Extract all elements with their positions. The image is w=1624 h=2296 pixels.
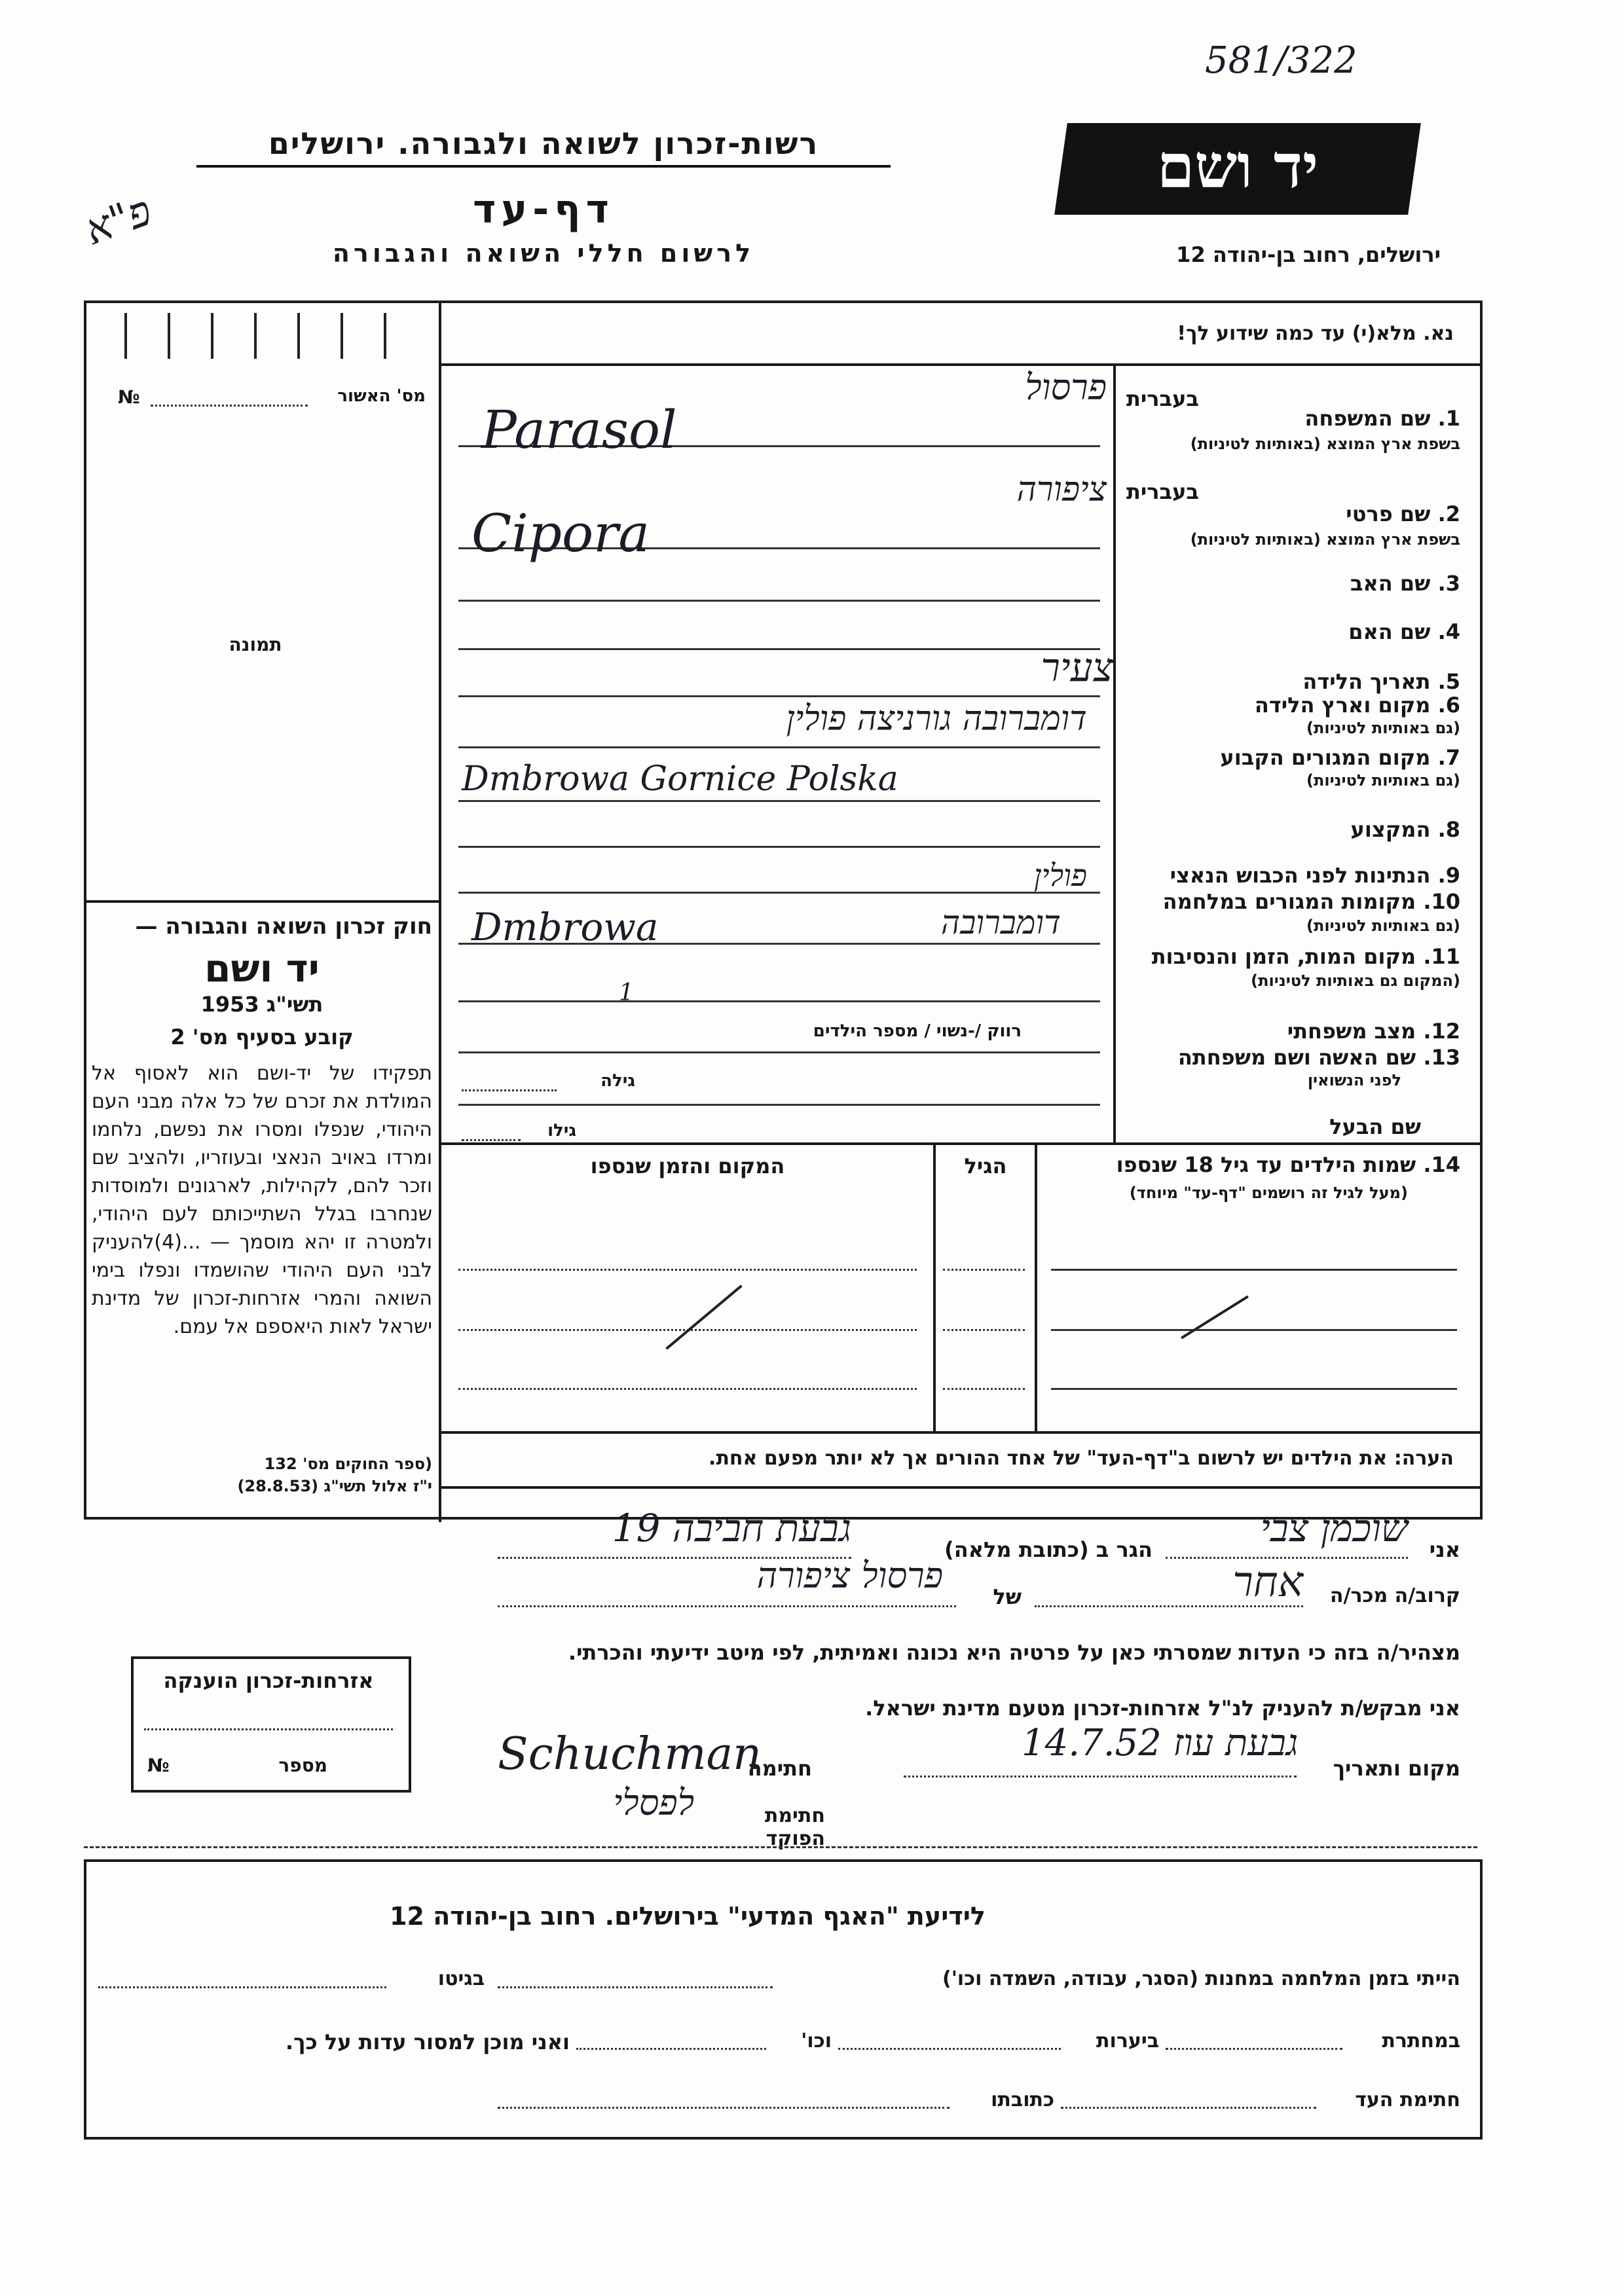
wife-age-field[interactable]	[462, 1089, 557, 1091]
also-latin-10: (גם באותיות לטיניות)	[1306, 917, 1460, 935]
relation-line[interactable]	[1035, 1605, 1303, 1607]
officer-label: חתימת הפוקד	[764, 1804, 825, 1850]
citizenship-line[interactable]	[144, 1728, 393, 1730]
field-label-residence: 7. מקום המגורים הקבוע	[1220, 745, 1460, 770]
wartime-country-entry: פולין	[1033, 858, 1087, 893]
wife-field-line[interactable]	[458, 1104, 1100, 1106]
father-field-line[interactable]	[458, 600, 1100, 602]
latin-note-1: בשפת ארץ המוצא (באותיות לטיניות)	[1190, 435, 1460, 453]
forests-field[interactable]	[838, 2048, 1061, 2050]
wartime-hebrew-entry: דומברובה	[940, 903, 1061, 941]
death-field-line[interactable]	[458, 1000, 1100, 1002]
org-line: רשות-זכרון לשואה ולגבורה. ירושלים	[268, 126, 819, 161]
signature-label: חתימה	[747, 1756, 812, 1781]
form-title: דף-עד	[473, 187, 614, 232]
form-subtitle: לרשום חללי השואה והגבורה	[332, 239, 755, 268]
etc-field[interactable]	[576, 2048, 766, 2050]
children-sub: (מעל לגיל זה רושמים "דף-עד" מיוחד)	[1129, 1184, 1408, 1202]
ghetto-field[interactable]	[98, 1986, 386, 1988]
declaration-request: אני מבקש/ת להעניק לנ"ל אזרחות-זכרון מטעם מדינת ישראל.	[865, 1696, 1460, 1721]
law-source-2: י"ז אלול תשי"ג (28.8.53)	[237, 1477, 432, 1495]
husband-age-field[interactable]	[462, 1139, 521, 1141]
header-rule	[196, 165, 891, 168]
bottom-line2-c: וכו'	[801, 2030, 832, 2052]
declaration-statement: מצהיר/ה בזה כי העדות שמסרתי כאן על פרטיה היא נכונה ואמיתית, לפי מיטב ידיעתי והכרתי.	[568, 1640, 1460, 1665]
birth-year-entry: צעיר	[1041, 645, 1113, 691]
child-name-line[interactable]	[1051, 1329, 1457, 1331]
law-title-1: חוק זכרון השואה והגבורה —	[135, 913, 432, 939]
relation-entry: אחר	[1232, 1558, 1303, 1607]
age-label-wife: גילה	[600, 1071, 635, 1091]
field-label-birth-date: 5. תאריך הלידה	[1302, 669, 1460, 694]
instruction-rule	[439, 363, 1480, 366]
bottom-line3-a: חתימת העד	[1355, 2088, 1460, 2111]
wartime-latin-entry: Dmbrowa	[471, 905, 659, 949]
birthplace-hebrew-entry: דומברובה גורניצה פולין	[786, 699, 1087, 738]
resides-label: הגר ב (כתובת מלאה)	[944, 1537, 1153, 1562]
f13-sub: לפני הנשואין	[1307, 1071, 1401, 1089]
death-mark-entry: 1	[619, 979, 634, 1006]
field-label-death: 11. מקום המות, הזמן והנסיבות	[1151, 944, 1460, 969]
law-source-1: (ספר החוקים מס' 132	[264, 1455, 432, 1473]
surname-latin-entry: Parasol	[481, 399, 677, 460]
label-column-divider	[1113, 363, 1116, 1142]
latin-note-2: בשפת ארץ המוצא (באותיות לטיניות)	[1190, 530, 1460, 549]
marital-options: רווק /-נשוי / מספר הילדים	[813, 1021, 1022, 1041]
tear-line	[84, 1846, 1477, 1848]
approval-field[interactable]	[151, 405, 308, 407]
hebrew-label-1: בעברית	[1126, 386, 1199, 411]
children-age-header: הגיל	[964, 1154, 1007, 1178]
approval-no-symbol: №	[118, 386, 140, 408]
citizenship-title: אזרחות-זכרון הוענקה	[163, 1668, 374, 1693]
relative-of-entry: פרסול ציפורה	[756, 1555, 943, 1596]
witness-address-field[interactable]	[498, 2107, 950, 2109]
of-label: של	[993, 1584, 1022, 1609]
bottom-line2-d: ואני מוכן למסור עדות על כך.	[285, 2030, 570, 2054]
hebrew-label-2: בעברית	[1126, 479, 1199, 504]
field-label-mother: 4. שם האם	[1348, 619, 1460, 644]
field-label-first-name: 2. שם פרטי	[1346, 501, 1460, 526]
field-label-profession: 8. המקצוע	[1350, 817, 1460, 842]
bottom-line2-a: במחתרת	[1382, 2030, 1460, 2052]
field-label-marital: 12. מצב משפחתי	[1287, 1019, 1460, 1044]
law-text: תפקידו של יד-ושם הוא לאסוף אל המולדת את זכרם של כל אלה מבני העם היהודי, שנפלו ומסרו את נפשם, נלחמו ומרדו באויב הנאצי ובעוזריו, ולהציב שם וזכר להם, לקהילות, לארגונים ולמוסדות שנחרבו בגלל השתייכותם לעם היהודי, ולמטרה זו יהא מוסמך — ...(4)להעניק לבני העם היהודי שהושמדו ונפלו בימי השואה והמרי אזרחות-זכרון של מדינת ישראל לאות היאספם אל עמם.	[92, 1062, 432, 1338]
relative-of-line[interactable]	[498, 1605, 956, 1607]
children-table-bottom	[439, 1431, 1480, 1434]
child-name-line[interactable]	[1051, 1269, 1457, 1271]
also-latin-6: (גם באותיות לטיניות)	[1306, 719, 1460, 737]
law-title-2: יד ושם	[204, 946, 320, 991]
field-label-surname: 1. שם המשפחה	[1304, 406, 1460, 431]
signature-2-entry: לפסלי	[613, 1782, 694, 1823]
field-label-birthplace: 6. מקום וארץ הלידה	[1254, 693, 1460, 718]
first-name-latin-entry: Cipora	[471, 503, 650, 564]
child-place-line[interactable]	[458, 1388, 917, 1390]
approval-ticks	[118, 313, 439, 359]
bottom-title: לידיעת "האגף המדעי" בירושלים. רחוב בן-יהודה 12	[390, 1902, 986, 1931]
residence-field-line[interactable]	[458, 800, 1100, 802]
top-reference-note: 581/322	[1205, 39, 1357, 82]
field-label-citizenship: 9. הנתינות לפני הכבוש הנאצי	[1170, 863, 1460, 888]
surname-hebrew-entry: פרסול	[1025, 367, 1107, 408]
children-note: הערה: את הילדים יש לרשום ב"דף-העד" של אחד ההורים אך לא יותר מפעם אחת.	[709, 1447, 1454, 1470]
logo-text: יד ושם	[1156, 131, 1319, 202]
logo-address: ירושלים, רחוב בן-יהודה 12	[1176, 242, 1441, 267]
profession-field-line[interactable]	[458, 846, 1100, 848]
instruction-text: נא. מלא(י) עד כמה שידוע לך!	[1177, 322, 1454, 345]
declaration-i: אני	[1429, 1537, 1460, 1562]
bottom-line1-a: הייתי בזמן המלחמה במחנות (הסגר, עבודה, השמדה וכו')	[942, 1967, 1460, 1990]
law-box-rule	[84, 900, 441, 903]
first-name-hebrew-entry: ציפורה	[1016, 470, 1107, 509]
underground-field[interactable]	[1166, 2048, 1342, 2050]
bottom-line2-b: ביערות	[1096, 2030, 1159, 2052]
field-label-wartime-residence: 10. מקומות המגורים במלחמה	[1162, 889, 1460, 914]
children-place-header: המקום והזמן שנספו	[590, 1154, 785, 1178]
marital-field-line[interactable]	[458, 1051, 1100, 1053]
witness-signature-field[interactable]	[1061, 2107, 1316, 2109]
field-label-father: 3. שם האב	[1350, 571, 1460, 596]
children-col-divider	[933, 1142, 936, 1431]
child-age-line[interactable]	[943, 1269, 1025, 1271]
field-label-children: 14. שמות הילדים עד גיל 18 שנספו	[1116, 1152, 1460, 1177]
left-column-divider	[439, 301, 441, 1522]
witness-name-entry: שוכמן צבי	[1260, 1506, 1408, 1550]
place-date-label: מקום ותאריך	[1333, 1756, 1460, 1781]
child-age-line[interactable]	[943, 1329, 1025, 1331]
signature-1-entry: Schuchman	[498, 1728, 762, 1780]
bottom-line1-b: בגיטו	[437, 1967, 485, 1990]
law-year: תשי"ג 1953	[200, 992, 323, 1017]
citizenship-number-symbol: №	[147, 1755, 170, 1776]
children-table-top	[439, 1142, 1480, 1145]
relative-label: קרוב/ה מכר/ה	[1329, 1584, 1460, 1607]
field-label-husband: שם הבעל	[1329, 1114, 1421, 1139]
approval-label: מס' האשור	[337, 386, 426, 406]
photo-label: תמונה	[229, 634, 282, 655]
child-age-line[interactable]	[943, 1388, 1025, 1390]
children-col-divider	[1035, 1142, 1037, 1431]
margin-note: פ"א	[79, 186, 158, 255]
age-label-husband: גילו	[547, 1121, 576, 1140]
birth-date-field-line[interactable]	[458, 695, 1100, 697]
field-label-wife-name: 13. שם האשה ושם משפחתה	[1177, 1045, 1460, 1070]
witness-address-entry: גבעת חביבה 19	[612, 1506, 851, 1550]
note-rule	[439, 1486, 1480, 1489]
place-also-latin-11: (המקום גם באותיות לטיניות)	[1251, 972, 1460, 990]
law-clause: קובע בסעיף מס' 2	[170, 1025, 354, 1049]
residence-latin-entry: Dmbrowa Gornice Polska	[462, 759, 898, 799]
child-name-line[interactable]	[1051, 1388, 1457, 1390]
place-date-entry: גבעת עוז 14.7.52	[1022, 1722, 1299, 1764]
child-place-line[interactable]	[458, 1269, 917, 1271]
place-date-line[interactable]	[904, 1776, 1297, 1777]
camps-field[interactable]	[498, 1986, 773, 1988]
also-latin-7: (גם באותיות לטיניות)	[1306, 771, 1460, 790]
birthplace-field-line[interactable]	[458, 746, 1100, 748]
citizenship-number-label: מספר	[278, 1755, 327, 1776]
bottom-line3-b: כתובתו	[991, 2088, 1054, 2111]
